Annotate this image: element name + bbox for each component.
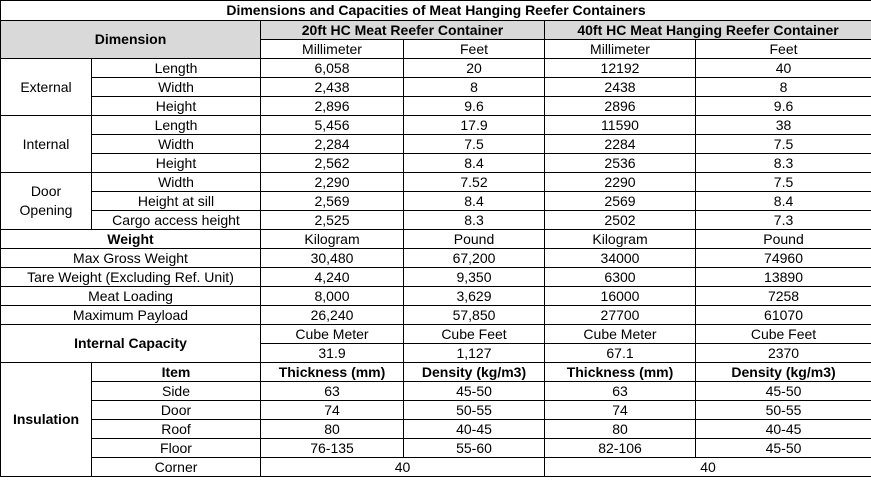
cell: 8.4 bbox=[696, 192, 871, 211]
cell: 45-50 bbox=[696, 439, 871, 458]
row-label: Width bbox=[92, 78, 261, 97]
table-row bbox=[1, 401, 871, 420]
row-label: Height at sill bbox=[92, 192, 261, 211]
cell: 2536 bbox=[545, 154, 696, 173]
cell: 80 bbox=[261, 420, 404, 439]
row-label: Length bbox=[92, 59, 261, 78]
cell: 8.3 bbox=[404, 211, 545, 230]
cell: 34000 bbox=[545, 249, 696, 268]
row-label: Side bbox=[92, 382, 261, 401]
unit-mm-20ft: Millimeter bbox=[261, 40, 404, 59]
cell: 7.5 bbox=[696, 173, 871, 192]
table-row bbox=[1, 211, 871, 230]
table-row bbox=[1, 287, 871, 306]
header-20ft: 20ft HC Meat Reefer Container bbox=[261, 21, 545, 40]
cell: 2284 bbox=[545, 135, 696, 154]
row-label: Roof bbox=[92, 420, 261, 439]
table-row bbox=[1, 306, 871, 325]
cell: 7258 bbox=[696, 287, 871, 306]
row-label: Meat Loading bbox=[1, 287, 261, 306]
cell: 8.4 bbox=[404, 192, 545, 211]
row-label: Width bbox=[92, 135, 261, 154]
cell: 2569 bbox=[545, 192, 696, 211]
cell: 1,127 bbox=[404, 344, 545, 363]
cell: 7.5 bbox=[696, 135, 871, 154]
cell: 2438 bbox=[545, 78, 696, 97]
table-row bbox=[1, 439, 871, 458]
item-header: Item bbox=[92, 363, 261, 382]
table-row bbox=[1, 458, 871, 477]
cell: 61070 bbox=[696, 306, 871, 325]
section-internal: Internal bbox=[1, 116, 92, 173]
cell: 50-55 bbox=[404, 401, 545, 420]
row-label: Maximum Payload bbox=[1, 306, 261, 325]
cell: 57,850 bbox=[404, 306, 545, 325]
cell: 9,350 bbox=[404, 268, 545, 287]
cell: 2502 bbox=[545, 211, 696, 230]
cell: 4,240 bbox=[261, 268, 404, 287]
unit-cubic-meter-20ft: Cube Meter bbox=[261, 325, 404, 344]
unit-cubic-feet-40ft: Cube Feet bbox=[696, 325, 871, 344]
capacity-header-row bbox=[1, 325, 871, 344]
cell: 63 bbox=[545, 382, 696, 401]
thickness-header-40ft: Thickness (mm) bbox=[545, 363, 696, 382]
cell: 8.4 bbox=[404, 154, 545, 173]
density-header-40ft: Density (kg/m3) bbox=[696, 363, 871, 382]
cell: 20 bbox=[404, 59, 545, 78]
row-label: Tare Weight (Excluding Ref. Unit) bbox=[1, 268, 261, 287]
cell: 6,058 bbox=[261, 59, 404, 78]
table-row bbox=[1, 173, 871, 192]
cell: 45-50 bbox=[696, 382, 871, 401]
cell: 2,562 bbox=[261, 154, 404, 173]
cell: 2370 bbox=[696, 344, 871, 363]
cell: 80 bbox=[545, 420, 696, 439]
cell: 50-55 bbox=[696, 401, 871, 420]
cell: 2290 bbox=[545, 173, 696, 192]
cell: 16000 bbox=[545, 287, 696, 306]
row-label: Door bbox=[92, 401, 261, 420]
table-row bbox=[1, 249, 871, 268]
cell: 5,456 bbox=[261, 116, 404, 135]
cell: 17.9 bbox=[404, 116, 545, 135]
table-row bbox=[1, 192, 871, 211]
section-internal-capacity: Internal Capacity bbox=[1, 325, 261, 363]
row-label: Max Gross Weight bbox=[1, 249, 261, 268]
cell-merged-20ft: 40 bbox=[261, 458, 545, 477]
cell: 3,629 bbox=[404, 287, 545, 306]
row-label: Height bbox=[92, 97, 261, 116]
cell: 9.6 bbox=[404, 97, 545, 116]
cell: 26,240 bbox=[261, 306, 404, 325]
unit-kg-40ft: Kilogram bbox=[545, 230, 696, 249]
cell: 2,525 bbox=[261, 211, 404, 230]
row-label: Height bbox=[92, 154, 261, 173]
cell: 8,000 bbox=[261, 287, 404, 306]
cell: 67,200 bbox=[404, 249, 545, 268]
cell: 6300 bbox=[545, 268, 696, 287]
cell: 82-106 bbox=[545, 439, 696, 458]
section-insulation: Insulation bbox=[1, 363, 92, 477]
row-label: Width bbox=[92, 173, 261, 192]
cell: 27700 bbox=[545, 306, 696, 325]
table-title: Dimensions and Capacities of Meat Hanging Reefer Containers bbox=[1, 1, 871, 21]
table-row bbox=[1, 59, 871, 78]
cell: 74960 bbox=[696, 249, 871, 268]
weight-header-row bbox=[1, 230, 871, 249]
density-header-20ft: Density (kg/m3) bbox=[404, 363, 545, 382]
unit-cubic-feet-20ft: Cube Feet bbox=[404, 325, 545, 344]
cell: 7.52 bbox=[404, 173, 545, 192]
table-row bbox=[1, 78, 871, 97]
cell: 2,290 bbox=[261, 173, 404, 192]
cell: 8 bbox=[404, 78, 545, 97]
table-row bbox=[1, 97, 871, 116]
row-label: Length bbox=[92, 116, 261, 135]
cell: 74 bbox=[261, 401, 404, 420]
cell: 8.3 bbox=[696, 154, 871, 173]
door-label-line1: Door bbox=[30, 183, 62, 199]
cell: 38 bbox=[696, 116, 871, 135]
table-row bbox=[1, 268, 871, 287]
cell: 11590 bbox=[545, 116, 696, 135]
cell: 40-45 bbox=[696, 420, 871, 439]
cell: 30,480 bbox=[261, 249, 404, 268]
cell: 2,896 bbox=[261, 97, 404, 116]
cell: 7.5 bbox=[404, 135, 545, 154]
unit-feet-20ft: Feet bbox=[404, 40, 545, 59]
table-row bbox=[1, 154, 871, 173]
door-label-line2: Opening bbox=[19, 202, 73, 218]
title-row bbox=[1, 1, 871, 21]
cell: 13890 bbox=[696, 268, 871, 287]
cell: 74 bbox=[545, 401, 696, 420]
unit-feet-40ft: Feet bbox=[696, 40, 871, 59]
section-door-opening bbox=[1, 173, 92, 230]
cell: 63 bbox=[261, 382, 404, 401]
section-external: External bbox=[1, 59, 92, 116]
table-row bbox=[1, 116, 871, 135]
cell-merged-40ft: 40 bbox=[545, 458, 871, 477]
table-row bbox=[1, 420, 871, 439]
table-row bbox=[1, 135, 871, 154]
unit-mm-40ft: Millimeter bbox=[545, 40, 696, 59]
dimension-header: Dimension bbox=[1, 21, 261, 59]
cell: 7.3 bbox=[696, 211, 871, 230]
cell: 67.1 bbox=[545, 344, 696, 363]
header-40ft: 40ft HC Meat Hanging Reefer Container bbox=[545, 21, 871, 40]
row-label: Corner bbox=[92, 458, 261, 477]
row-label: Cargo access height bbox=[92, 211, 261, 230]
cell: 9.6 bbox=[696, 97, 871, 116]
unit-kg-20ft: Kilogram bbox=[261, 230, 404, 249]
section-weight: Weight bbox=[1, 230, 261, 249]
table-row bbox=[1, 382, 871, 401]
unit-lb-20ft: Pound bbox=[404, 230, 545, 249]
cell: 8 bbox=[696, 78, 871, 97]
cell: 76-135 bbox=[261, 439, 404, 458]
cell: 12192 bbox=[545, 59, 696, 78]
cell: 2896 bbox=[545, 97, 696, 116]
cell: 45-50 bbox=[404, 382, 545, 401]
thickness-header-20ft: Thickness (mm) bbox=[261, 363, 404, 382]
cell: 40 bbox=[696, 59, 871, 78]
unit-cubic-meter-40ft: Cube Meter bbox=[545, 325, 696, 344]
cell: 55-60 bbox=[404, 439, 545, 458]
row-label: Floor bbox=[92, 439, 261, 458]
unit-lb-40ft: Pound bbox=[696, 230, 871, 249]
cell: 40-45 bbox=[404, 420, 545, 439]
cell: 2,569 bbox=[261, 192, 404, 211]
cell: 31.9 bbox=[261, 344, 404, 363]
insulation-header-row bbox=[1, 363, 871, 382]
cell: 2,438 bbox=[261, 78, 404, 97]
cell: 2,284 bbox=[261, 135, 404, 154]
header-row-containers bbox=[1, 21, 871, 40]
